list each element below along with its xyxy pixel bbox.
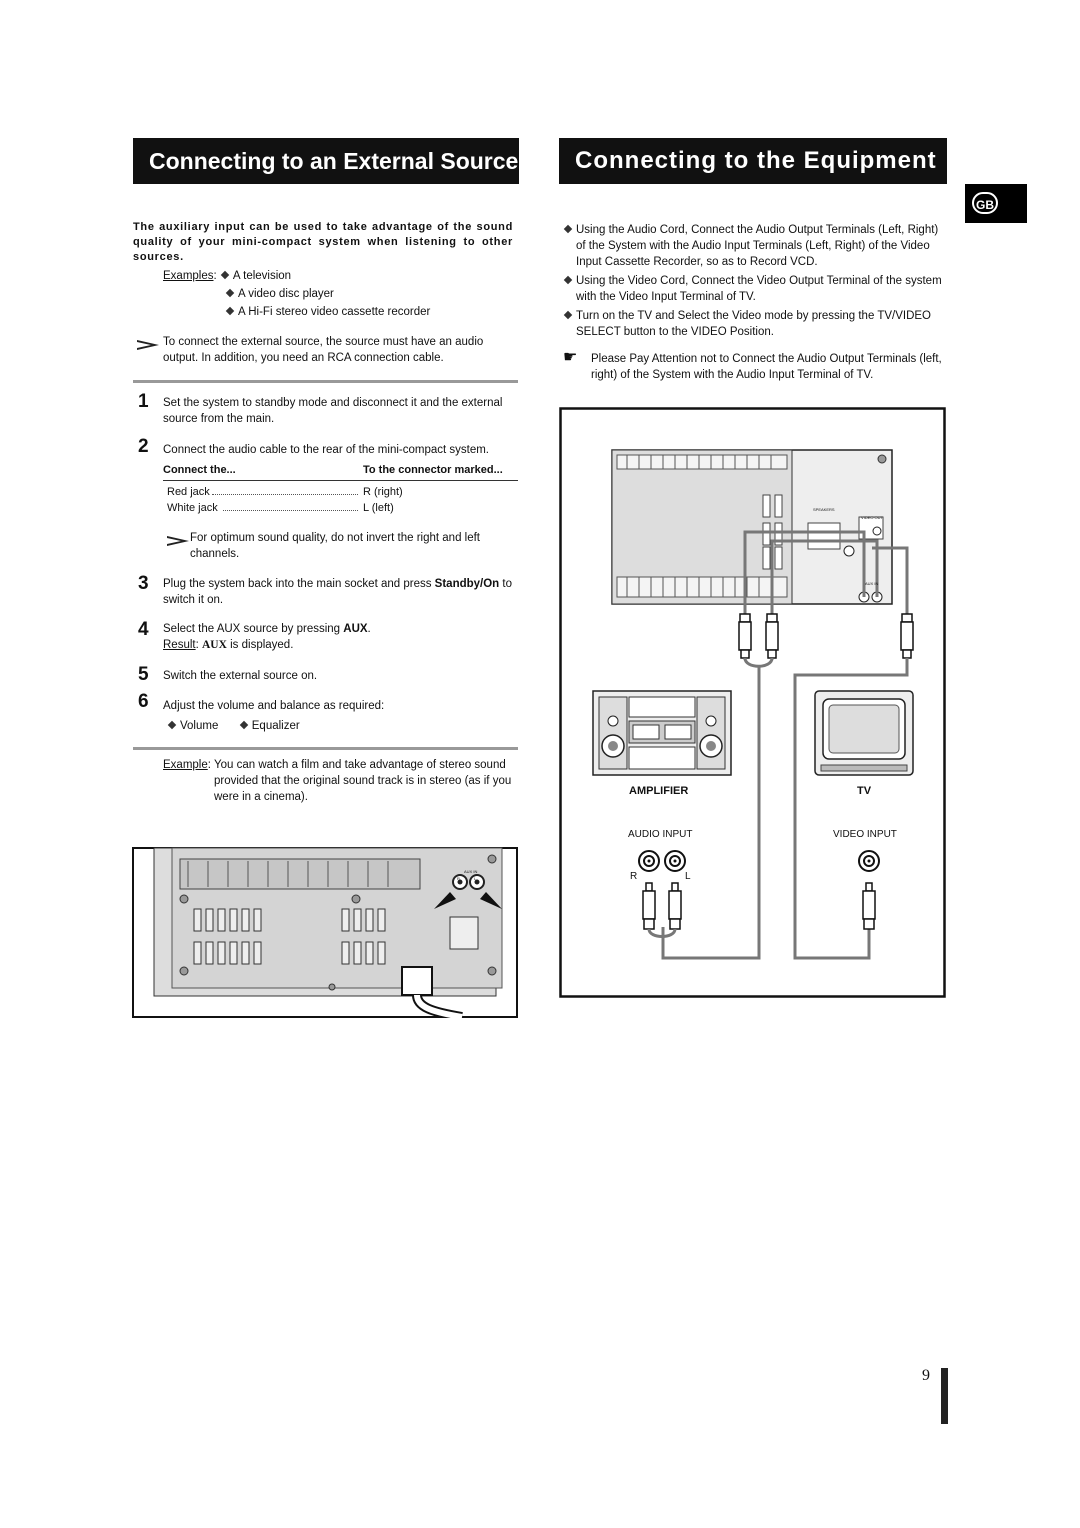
note-arrow-icon [137, 336, 159, 354]
step-text: Connect the audio cable to the rear of the mini-compact system. [163, 444, 489, 456]
step-text [163, 698, 513, 734]
right-section-title: Connecting to the Equipment [559, 138, 947, 184]
list-item [563, 308, 943, 340]
note-arrow-icon [167, 532, 189, 550]
list-item-text: Using the Audio Cord, Connect the Audio Output Terminals (Left, Right) of the System with the Audio Input Terminals (Left, Right) of the Video Input Cassette Recorder, so as to Record VCD. [576, 224, 939, 268]
standby-key-label: Standby/On [434, 578, 500, 590]
step-text-part: is displayed. [226, 639, 294, 651]
intro-text: The auxiliary input can be used to take advantage of the sound quality of your mini-compact system when listening to other sources. [133, 221, 513, 263]
connection-diagram-svg [559, 407, 946, 998]
panel-aux-label: AUX IN [464, 869, 478, 874]
bullet-icon [221, 271, 229, 279]
attention-note: Please Pay Attention not to Connect the Audio Output Terminals (left, right) of the System with the Audio Input Terminal of TV. [591, 353, 942, 381]
step-number: 4 [138, 619, 149, 640]
page-number: 9 [922, 1367, 930, 1384]
example-item: A Hi-Fi stereo video cassette recorder [238, 306, 431, 318]
step-number: 6 [138, 691, 149, 712]
page-number-bar [941, 1368, 948, 1424]
video-input-label: VIDEO INPUT [833, 829, 897, 840]
adjust-item: Volume [180, 720, 219, 732]
note-channels: For optimum sound quality, do not invert the right and left channels. [190, 532, 480, 560]
badge-label: GB [972, 192, 998, 214]
step-text: Switch the external source on. [163, 670, 318, 682]
examples-label: Examples [163, 270, 214, 282]
example-label-text: Example [163, 759, 208, 771]
table-cell: R (right) [363, 486, 403, 498]
jack-r-label: R [630, 871, 638, 882]
divider [133, 747, 518, 750]
step-text-part: . [367, 623, 371, 635]
left-section-title: Connecting to an External Source [133, 138, 519, 184]
bullet-icon [564, 225, 572, 233]
list-item [563, 273, 943, 305]
bullet-icon [226, 307, 234, 315]
step-text: Select the AUX source by pressing AUX. Result: AUX is displayed. [163, 623, 371, 651]
step-text [163, 576, 518, 608]
step-text-part: to switch it on. [163, 578, 512, 606]
language-badge [965, 184, 1027, 223]
pointing-hand-icon: ☛ [563, 349, 578, 366]
bullet-icon [168, 721, 176, 729]
jack-l-label: L [685, 871, 691, 882]
connection-diagram [559, 407, 946, 998]
table-cell: L (left) [363, 502, 394, 514]
list-item-text: Using the Video Cord, Connect the Video Output Terminal of the system with the Video Input Terminal of TV. [576, 275, 942, 303]
bullet-icon [564, 311, 572, 319]
rear-panel-svg [132, 847, 518, 1018]
table-header-col2: To the connector marked... [363, 464, 503, 476]
step-number: 5 [138, 664, 149, 685]
bullet-icon [240, 721, 248, 729]
example-item: A television [232, 270, 292, 282]
example-text: You can watch a film and take advantage of stereo sound provided that the original sound track is in stereo (as if you were in a cinema). [214, 759, 512, 803]
step-text: Set the system to standby mode and disconnect it and the external source from the main. [163, 397, 503, 425]
instruction-list [563, 222, 943, 340]
audio-input-label: AUDIO INPUT [628, 829, 693, 840]
result-label: Result [163, 639, 196, 651]
connection-table [163, 463, 518, 518]
table-header-col1: Connect the... [163, 464, 236, 476]
aux-in-label: AUX IN [865, 581, 879, 586]
table-row [163, 486, 518, 502]
examples-block: Examples: A television A video disc player A Hi-Fi stereo video cassette recorder [163, 270, 431, 318]
speakers-label: SPEAKERS [813, 507, 835, 512]
step-number: 3 [138, 573, 149, 594]
step-number: 2 [138, 436, 149, 457]
amplifier-label: AMPLIFIER [629, 785, 689, 797]
note-rca: To connect the external source, the source must have an audio output. In addition, you need an RCA connection cable. [163, 336, 484, 364]
adjust-item: Equalizer [251, 720, 300, 732]
panel-r-label: R [457, 876, 460, 881]
step-text-part: Select the AUX source by pressing [163, 623, 344, 635]
table-cell: Red jack [167, 486, 210, 498]
leader-dots [223, 502, 358, 511]
bullet-icon [226, 289, 234, 297]
leader-dots [212, 486, 358, 495]
example-item: A video disc player [238, 288, 334, 300]
panel-l-label: L [474, 876, 477, 881]
display-aux: AUX [202, 639, 227, 651]
rear-panel-illustration [132, 847, 518, 1018]
step-number: 1 [138, 391, 149, 412]
aux-key-label: AUX [343, 623, 368, 635]
bullet-icon [564, 276, 572, 284]
step-text-part: Adjust the volume and balance as required: [163, 700, 385, 712]
example-label: Example: [163, 759, 211, 771]
list-item-text: Turn on the TV and Select the Video mode by pressing the TV/VIDEO SELECT button to the VIDEO Position. [576, 310, 932, 338]
table-row [163, 502, 518, 518]
divider [133, 380, 518, 383]
step-text-part: Plug the system back into the main socket and press [163, 578, 435, 590]
video-out-label: VIDEO OUT [861, 515, 884, 520]
table-cell: White jack [167, 502, 218, 514]
list-item [563, 222, 943, 270]
tv-label: TV [857, 785, 872, 797]
